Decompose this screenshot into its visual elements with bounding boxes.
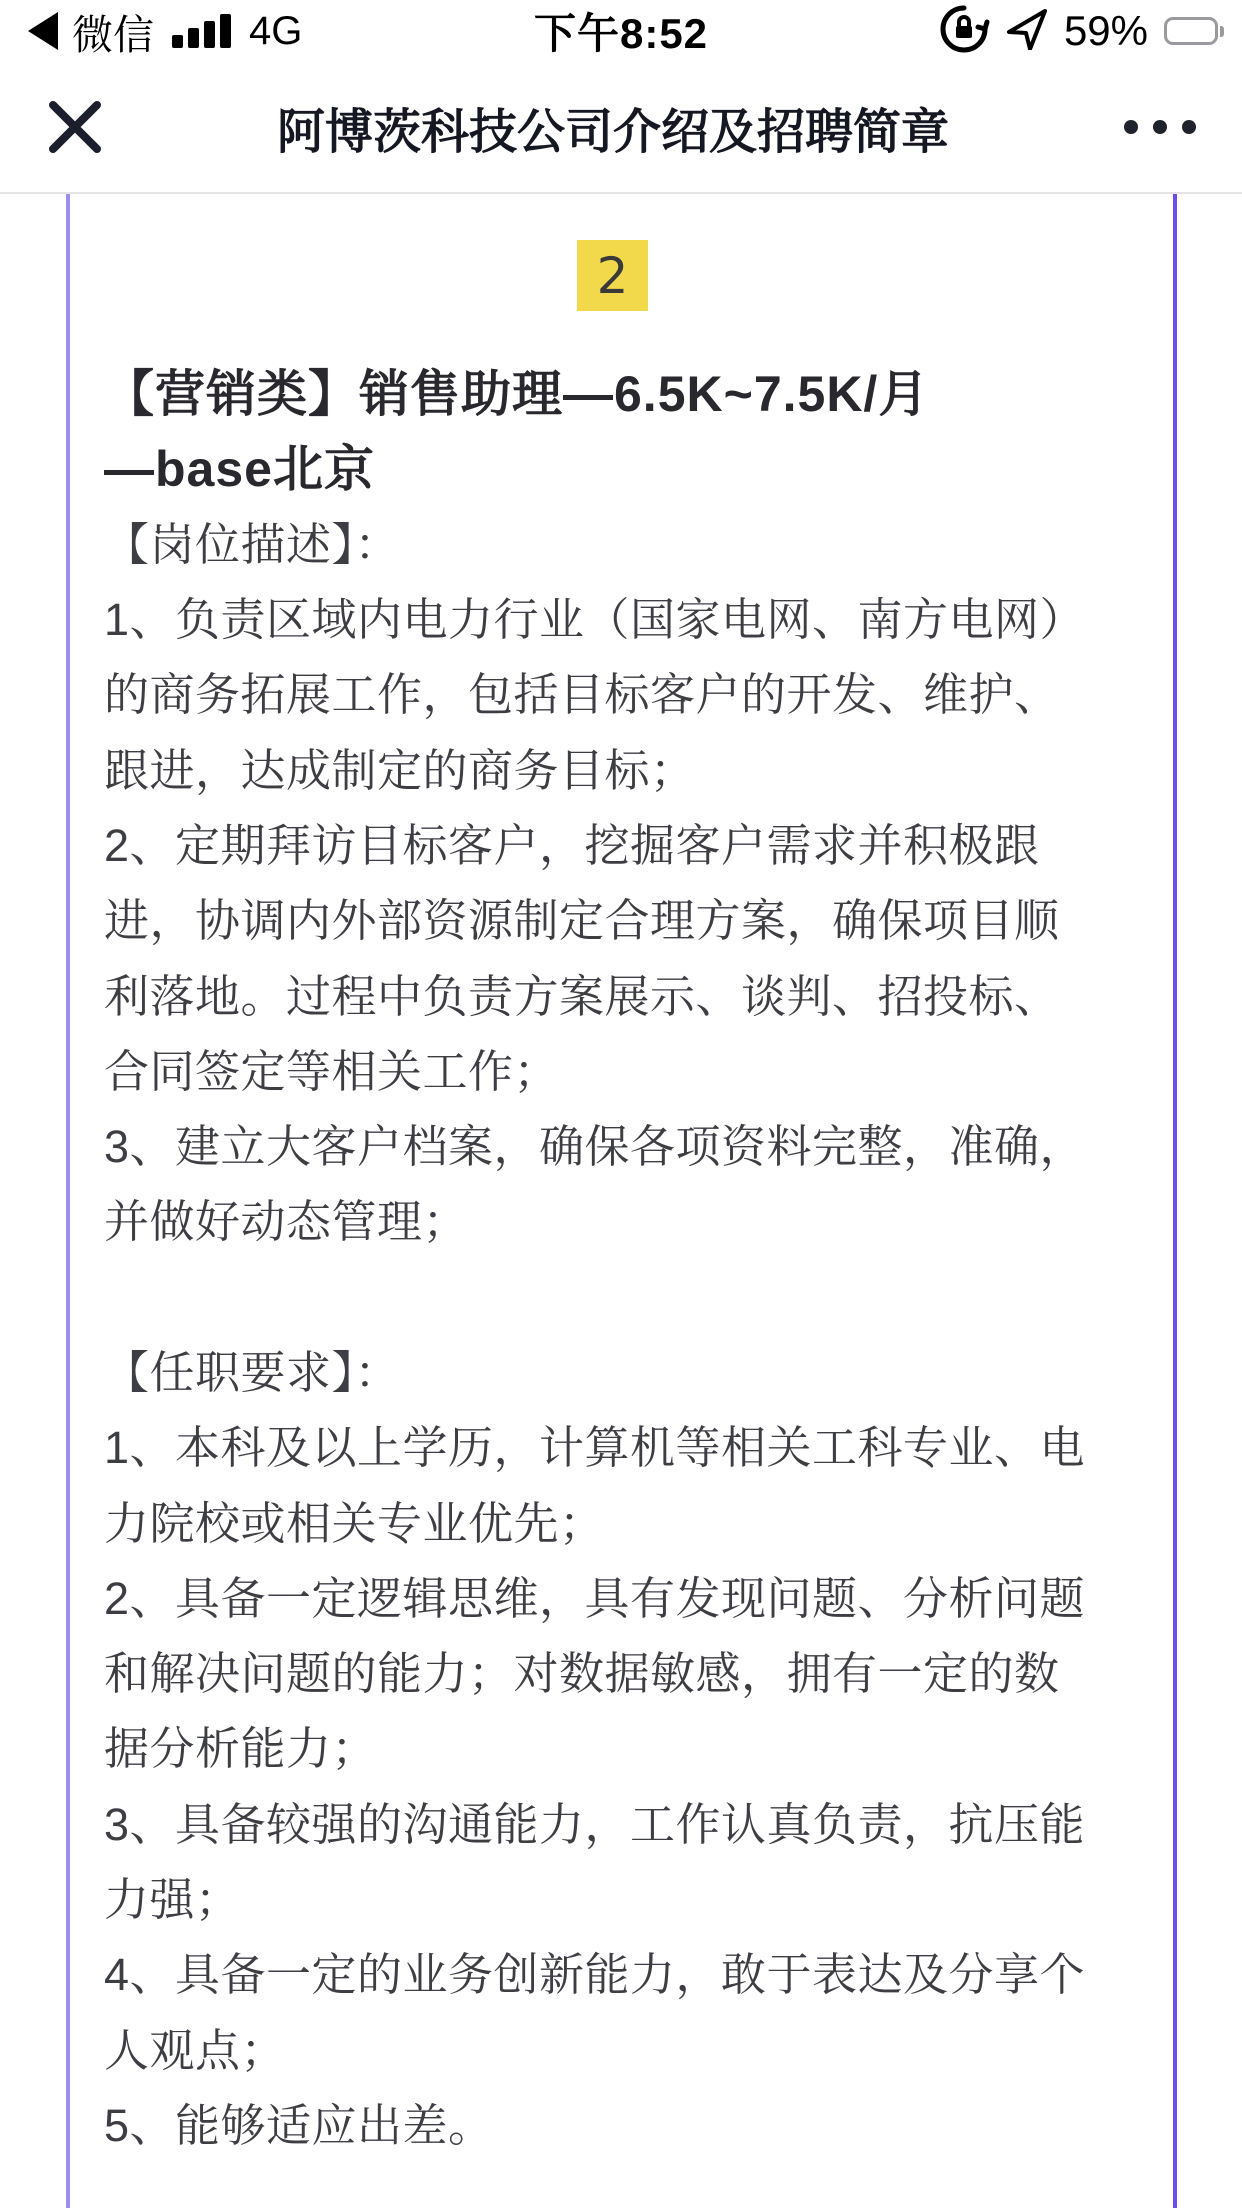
close-button[interactable] — [48, 100, 102, 154]
page-number-badge: 2 — [577, 240, 648, 311]
content-line: 进，协调内外部资源制定合理方案，确保项目顺 — [104, 895, 1060, 947]
page-border-left — [66, 194, 70, 2208]
back-app-label: 微信 — [72, 11, 154, 58]
content-line: 4、具备一定的业务创新能力，敢于表达及分享个 — [104, 1949, 1086, 2001]
close-x-icon — [48, 100, 102, 154]
content-line: 人观点； — [104, 2024, 287, 2076]
status-bar — [0, 0, 1242, 62]
content-line: 合同签定等相关工作； — [104, 1045, 560, 1097]
status-time: 下午8:52 — [533, 10, 709, 57]
content-line: 【岗位描述】： — [104, 518, 401, 570]
rotation-lock-icon — [938, 3, 990, 60]
status-right-cluster — [938, 0, 1226, 62]
navbar — [0, 62, 1242, 194]
battery-icon — [1164, 16, 1226, 46]
job-posting-text — [104, 352, 1164, 2159]
content-line: 和解决问题的能力；对数据敏感，拥有一定的数 — [104, 1648, 1060, 1700]
content-line: 1、负责区域内电力行业（国家电网、南方电网） — [104, 594, 1086, 646]
content-line: 2、定期拜访目标客户，挖掘客户需求并积极跟 — [104, 819, 1040, 871]
content-line: —base北京 — [104, 440, 375, 497]
document-preview[interactable] — [0, 194, 1242, 2208]
content-line: 并做好动态管理； — [104, 1196, 469, 1248]
content-line: 据分析能力； — [104, 1723, 378, 1775]
content-line — [104, 1256, 1164, 1331]
page-title: 阿博茨科技公司介绍及招聘简章 — [276, 105, 949, 159]
content-line: 【任职要求】： — [104, 1347, 401, 1398]
battery-percent-label: 59% — [1063, 7, 1148, 54]
content-line: 3、建立大客户档案，确保各项资料完整，准确， — [104, 1121, 1086, 1173]
more-button[interactable] — [1124, 120, 1196, 134]
content-line: 2、具备一定逻辑思维，具有发现问题、分析问题 — [104, 1572, 1086, 1624]
network-type-label: 4G — [249, 8, 303, 53]
content-line: 力强； — [104, 1874, 241, 1926]
content-line: 利落地。过程中负责方案展示、谈判、招投标、 — [104, 970, 1060, 1022]
content-line: 3、具备较强的沟通能力，工作认真负责，抗压能 — [104, 1798, 1086, 1850]
content-line: 5、能够适应出差。 — [104, 2099, 494, 2151]
page-border-right — [1173, 194, 1177, 2208]
content-line: 的商务拓展工作，包括目标客户的开发、维护、 — [104, 669, 1060, 721]
content-line: 跟进，达成制定的商务目标； — [104, 744, 696, 796]
content-line: 1、本科及以上学历，计算机等相关工科专业、电 — [104, 1422, 1086, 1474]
content-line: 【营销类】销售助理—6.5K~7.5K/月 — [104, 365, 930, 422]
more-dots-icon — [1124, 120, 1138, 134]
location-arrow-icon — [1006, 8, 1048, 55]
content-line: 力院校或相关专业优先； — [104, 1497, 605, 1549]
